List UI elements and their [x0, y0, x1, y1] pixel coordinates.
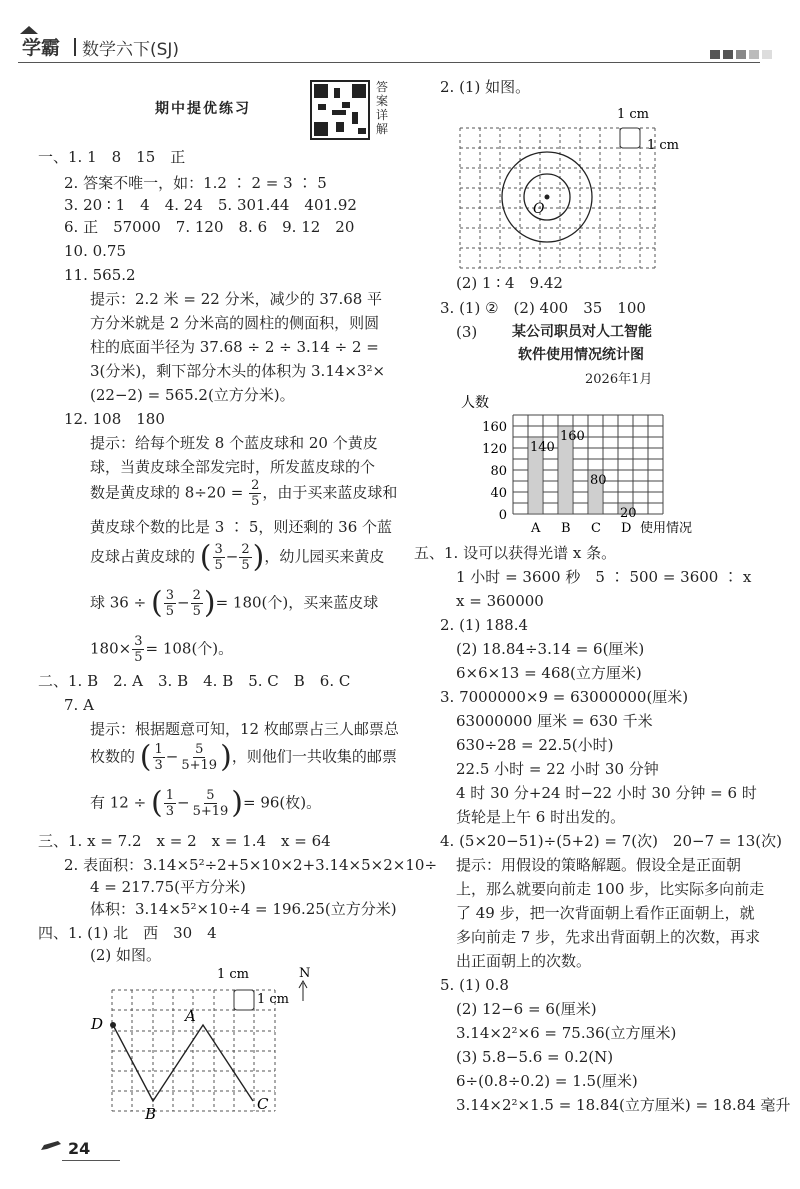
answer-line: 4 = 217.75(平方分米)	[90, 878, 246, 896]
x-tick-label: B	[561, 521, 571, 536]
hint-line: (22−2) = 565.2(立方分米)。	[90, 386, 295, 404]
answer-line: (2) 如图。	[90, 946, 162, 964]
qr-label: 答 案 详 解	[376, 80, 389, 136]
answer-line: (3)	[456, 323, 478, 341]
answer-line: 2. 答案不唯一，如：1.2 ∶ 2 = 3 ∶ 5	[64, 174, 327, 192]
answer-line: 10. 0.75	[64, 242, 127, 260]
hint-line: 3(分米)，剩下部分木头的体积为 3.14×3²×	[90, 362, 386, 380]
scale-label-horizontal: 1 cm	[617, 107, 650, 122]
hint-line: 皮球占黄皮球的 ( $\frac{3}{5}$ − $\frac{2}{5}$ )，幼儿园买来黄皮	[90, 539, 385, 575]
hint-line: 球 36 ÷ ( $\frac{3}{5}$ − $\frac{2}{5}$ )= 180(个)，买来蓝皮球	[90, 585, 379, 621]
answer-line: 2. (1) 如图。	[440, 78, 531, 96]
hint-line: 柱的底面半径为 37.68 ÷ 2 ÷ 3.14 ÷ 2 =	[90, 338, 379, 356]
route-map-figure	[85, 965, 415, 1120]
hint-line: 提示：根据题意可知，12 枚邮票占三人邮票总	[90, 720, 399, 738]
answer-line: 3. (1) ② (2) 400 35 100	[440, 299, 646, 317]
y-axis-label: 人数	[461, 395, 489, 411]
answer-line: 11. 565.2	[64, 266, 136, 284]
footer-rule	[62, 1160, 120, 1161]
page-header	[0, 0, 800, 70]
bar-value-label: 20	[620, 506, 637, 521]
answer-line: 3. 7000000×9 = 63000000(厘米)	[440, 688, 689, 706]
page-number: 24	[68, 1139, 91, 1158]
answer-line: 4. (5×20−51)÷(5+2) = 7(次) 20−7 = 13(次)	[440, 832, 783, 850]
hint-line: 提示：用假设的策略解题。假设全是正面朝	[456, 856, 742, 874]
hint-line: 提示：给每个班发 8 个蓝皮球和 20 个黄皮	[90, 434, 378, 452]
hint-line: 枚数的 ( $\frac{1}{3}$ − $\frac{5}{5+19}$ )，则他们一共收集的邮票	[90, 739, 397, 775]
hint-line: 球，当黄皮球全部发完时，所发蓝皮球的个	[90, 458, 376, 476]
hint-line: 多向前走 7 步，先求出背面朝上的次数，再求	[456, 928, 761, 946]
y-tick-label: 40	[490, 486, 507, 501]
answer-line: 体积：3.14×5²×10÷4 = 196.25(立方分米)	[90, 900, 397, 918]
bar-chart	[460, 380, 730, 540]
point-d-marker	[110, 1022, 116, 1028]
answer-line: (3) 5.8−5.6 = 0.2(N)	[456, 1048, 614, 1066]
circle-figure	[455, 100, 695, 270]
chart-title: 某公司职员对人工智能	[512, 324, 652, 340]
answer-line: 630÷28 = 22.5(小时)	[456, 736, 614, 754]
answer-line: 3. 20 ∶ 1 4 4. 24 5. 301.44 401.92	[64, 196, 357, 214]
hint-line: 提示：2.2 米 = 22 分米，减少的 37.68 平	[90, 290, 383, 308]
route-line	[113, 1025, 253, 1101]
y-tick-label: 120	[482, 442, 507, 457]
hint-line: 180× $\frac{3}{5}$ = 108(个)。	[90, 634, 234, 665]
hint-line: 黄皮球个数的比是 3 ∶ 5，则还剩的 36 个蓝	[90, 518, 393, 536]
pencil-icon	[40, 1141, 62, 1151]
answer-line: 7. A	[64, 696, 94, 714]
hint-line: 了 49 步，把一次背面朝上看作正面朝上，就	[456, 904, 755, 922]
answer-line: 3.14×2²×1.5 = 18.84(立方厘米) = 18.84 毫升	[456, 1096, 791, 1114]
answer-line: 四、1. (1) 北 西 30 4	[38, 924, 217, 942]
chart-title-line2: 软件使用情况统计图	[518, 347, 644, 363]
answer-line: (2) 1 ∶ 4 9.42	[456, 274, 563, 292]
header-divider	[74, 38, 76, 56]
hint-line: 上，那么就要向前走 100 步，比实际多向前走	[456, 880, 765, 898]
x-tick-label: C	[591, 521, 601, 536]
bar-value-label: 80	[590, 473, 607, 488]
answer-line: x = 360000	[456, 592, 544, 610]
point-label: B	[145, 1105, 157, 1120]
center-dot	[545, 195, 550, 200]
hint-line: 出正面朝上的次数。	[456, 952, 592, 970]
north-label: N	[299, 966, 311, 981]
hint-line: 数是黄皮球的 8÷20 = $\frac{2}{5}$ ，由于买来蓝皮球和	[90, 478, 398, 509]
answer-line: 12. 108 180	[64, 410, 165, 428]
point-label: A	[185, 1007, 196, 1025]
y-tick-label: 80	[490, 464, 507, 479]
qr-code-icon[interactable]	[310, 80, 370, 140]
answer-line: (2) 18.84÷3.14 = 6(厘米)	[456, 640, 645, 658]
answer-line: (2) 12−6 = 6(厘米)	[456, 1000, 597, 1018]
answer-line: 3.14×2²×6 = 75.36(立方厘米)	[456, 1024, 677, 1042]
answer-line: 6÷(0.8÷0.2) = 1.5(厘米)	[456, 1072, 638, 1090]
bar-value-label: 160	[560, 429, 585, 444]
answer-line: 5. (1) 0.8	[440, 976, 509, 994]
answer-line: 2. (1) 188.4	[440, 616, 529, 634]
y-tick-label: 0	[498, 508, 507, 523]
x-axis-label: 使用情况	[640, 521, 693, 536]
answer-line: 三、1. x = 7.2 x = 2 x = 1.4 x = 64	[38, 832, 331, 850]
center-label: O	[533, 201, 545, 217]
answer-line: 63000000 厘米 = 630 千米	[456, 712, 653, 730]
answer-line: 6×6×13 = 468(立方厘米)	[456, 664, 642, 682]
answer-line: 五、1. 设可以获得光谱 x 条。	[414, 544, 617, 562]
y-tick-label: 160	[482, 420, 507, 435]
answer-line: 2. 表面积：3.14×5²÷2+5×10×2+3.14×5×2×10÷	[64, 856, 438, 874]
header-rule	[18, 62, 760, 63]
scale-label-vertical: 1 cm	[257, 992, 290, 1007]
x-tick-label: D	[621, 521, 632, 536]
point-label: D	[91, 1015, 104, 1033]
section-title: 期中提优练习	[155, 101, 251, 117]
scale-label-horizontal: 1 cm	[217, 967, 250, 982]
answer-line: 6. 正 57000 7. 120 8. 6 9. 12 20	[64, 218, 355, 236]
brand-logo: 学霸	[22, 37, 61, 59]
bar-value-label: 140	[530, 440, 555, 455]
book-title: 数学六下(SJ)	[82, 40, 180, 60]
scale-label-vertical: 1 cm	[647, 138, 680, 153]
chart-date: 2026年1月	[585, 372, 653, 387]
x-tick-label: A	[531, 521, 541, 536]
fraction: $\frac{2}{5}$	[251, 478, 260, 509]
answer-line: 22.5 小时 = 22 小时 30 分钟	[456, 760, 659, 778]
hint-line: 有 12 ÷ ( $\frac{1}{3}$ − $\frac{5}{5+19}$ )= 96(枚)。	[90, 785, 322, 821]
answer-line: 二、1. B 2. A 3. B 4. B 5. C B 6. C	[38, 672, 351, 690]
answer-line: 一、1. 1 8 15 正	[38, 148, 186, 166]
hint-line: 方分米就是 2 分米高的圆柱的侧面积，则圆	[90, 314, 380, 332]
answer-line: 货轮是上午 6 时出发的。	[456, 808, 626, 826]
answer-line: 4 时 30 分+24 时−22 小时 30 分钟 = 6 时	[456, 784, 757, 802]
answer-line: 1 小时 = 3600 秒 5 ∶ 500 = 3600 ∶ x	[456, 568, 752, 586]
point-label: C	[257, 1095, 269, 1113]
header-decoration	[710, 50, 772, 59]
